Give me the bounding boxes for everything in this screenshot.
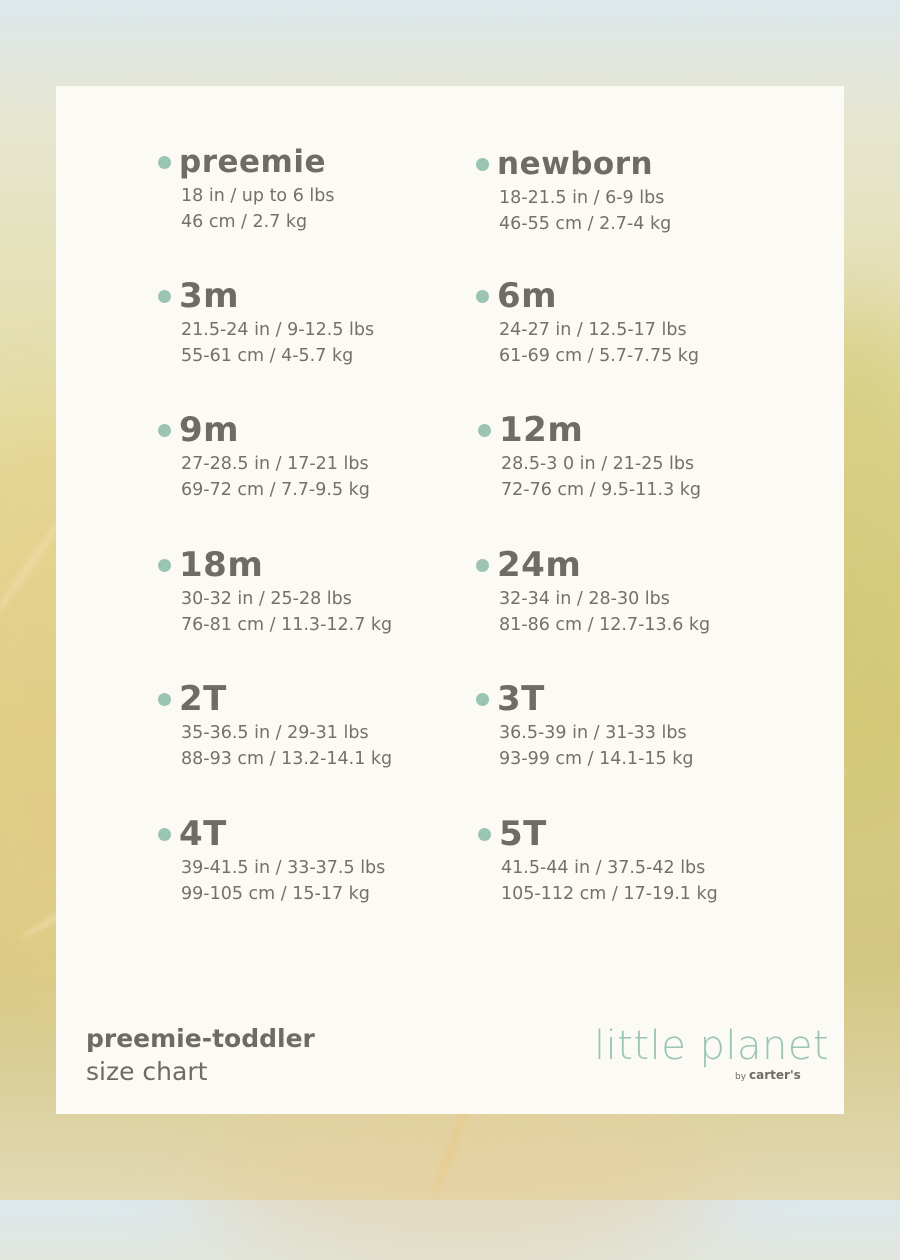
bullet-dot [476,693,489,706]
size-12m [478,409,701,503]
size-label: 3T [497,679,545,719]
imperial-measure: 36.5-39 in / 31-33 lbs [499,723,687,743]
bullet-dot [158,693,171,706]
size-preemie [158,141,334,235]
size-24m [476,544,710,638]
metric-measure: 105-112 cm / 17-19.1 kg [501,884,718,904]
metric-measure: 46-55 cm / 2.7-4 kg [499,214,672,234]
metric-measure: 88-93 cm / 13.2-14.1 kg [181,749,393,769]
bullet-dot [478,424,491,437]
imperial-measure: 30-32 in / 25-28 lbs [181,589,352,609]
size-label: 5T [499,814,547,854]
metric-measure: 93-99 cm / 14.1-15 kg [499,749,694,769]
size-3m [158,275,374,369]
size-18m [158,544,392,638]
size-chart-card [56,86,844,1114]
brand-name: little planet [594,1023,830,1069]
imperial-measure: 39-41.5 in / 33-37.5 lbs [181,858,386,878]
size-3t [476,678,693,772]
size-label: 4T [179,814,227,854]
size-label: 24m [497,545,582,585]
bullet-dot [476,559,489,572]
bullet-dot [476,290,489,303]
imperial-measure: 32-34 in / 28-30 lbs [499,589,670,609]
metric-measure: 99-105 cm / 15-17 kg [181,884,370,904]
size-9m [158,409,370,503]
size-4t [158,813,385,907]
bullet-dot [158,828,171,841]
size-label: 9m [179,410,240,450]
imperial-measure: 18-21.5 in / 6-9 lbs [499,188,665,208]
bullet-dot [478,828,491,841]
metric-measure: 55-61 cm / 4-5.7 kg [181,346,354,366]
size-5t [478,813,718,907]
size-label: 12m [499,410,584,450]
metric-measure: 72-76 cm / 9.5-11.3 kg [501,480,702,500]
size-label: newborn [497,146,654,182]
metric-measure: 81-86 cm / 12.7-13.6 kg [499,615,711,635]
imperial-measure: 28.5-3 0 in / 21-25 lbs [501,454,695,474]
chart-title-line2: size chart [86,1057,208,1086]
metric-measure: 61-69 cm / 5.7-7.75 kg [499,346,700,366]
size-2t [158,678,392,772]
size-label: 3m [179,276,240,316]
bullet-dot [158,559,171,572]
chart-title-line1: preemie-toddler [86,1024,315,1053]
size-label: 6m [497,276,558,316]
bullet-dot [158,156,171,169]
metric-measure: 76-81 cm / 11.3-12.7 kg [181,615,393,635]
imperial-measure: 18 in / up to 6 lbs [181,186,335,206]
size-newborn [476,143,671,237]
size-label: 18m [179,545,264,585]
bullet-dot [158,290,171,303]
imperial-measure: 24-27 in / 12.5-17 lbs [499,320,687,340]
imperial-measure: 27-28.5 in / 17-21 lbs [181,454,369,474]
imperial-measure: 21.5-24 in / 9-12.5 lbs [181,320,375,340]
metric-measure: 69-72 cm / 7.7-9.5 kg [181,480,370,500]
size-label: 2T [179,679,227,719]
size-6m [476,275,699,369]
chart-title [86,1022,315,1088]
metric-measure: 46 cm / 2.7 kg [181,212,308,232]
size-label: preemie [179,144,326,180]
bullet-dot [158,424,171,437]
brand-by: by [735,1072,747,1082]
imperial-measure: 41.5-44 in / 37.5-42 lbs [501,858,706,878]
brand-byline [735,1068,801,1082]
imperial-measure: 35-36.5 in / 29-31 lbs [181,723,369,743]
brand-parent: carter's [749,1068,801,1082]
bullet-dot [476,158,489,171]
brand-logo [594,1022,830,1082]
